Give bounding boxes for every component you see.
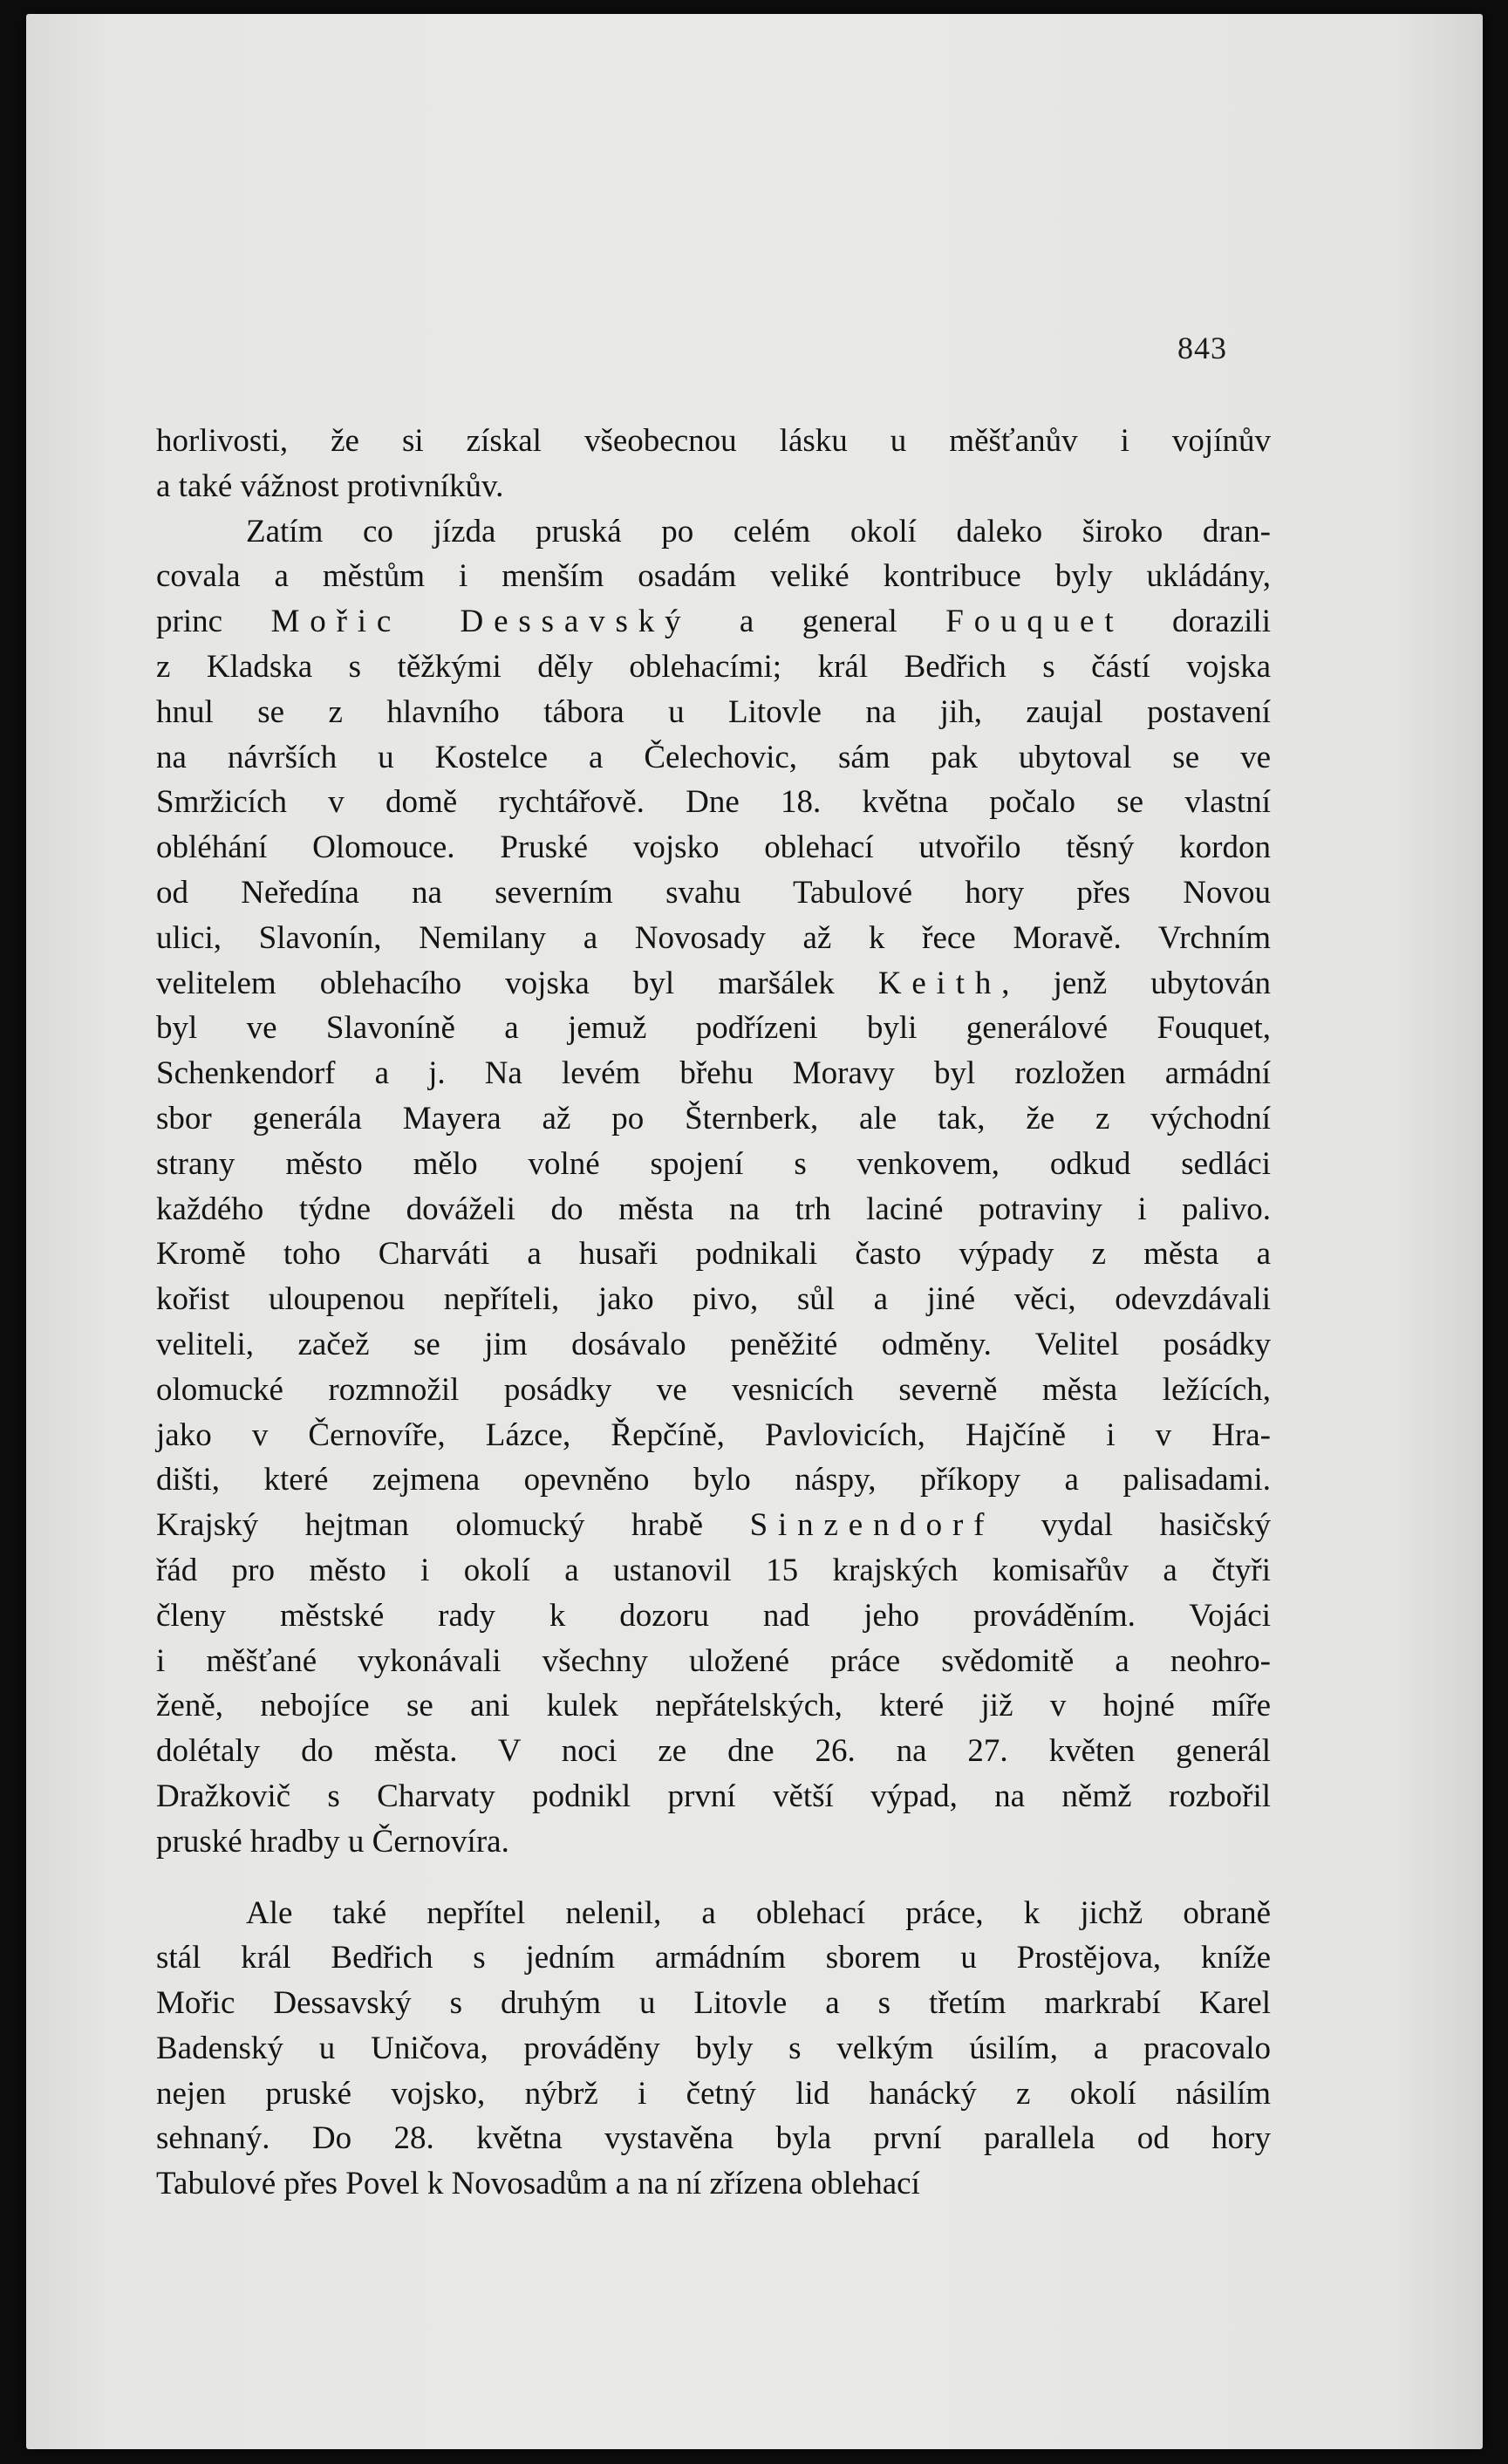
- text-line: [156, 419, 1271, 464]
- spaced-name: Keith: [877, 965, 1002, 1001]
- text-line: [156, 916, 1271, 961]
- text-segment: dišti, které zejmena opevněno bylo náspy, příkopy a palisadami.: [156, 1462, 1271, 1498]
- text-segment: Mořic Dessavský s druhým u Litovle a s třetím markrabí Karel: [156, 1985, 1271, 2022]
- text-line: [156, 1413, 1271, 1458]
- text-segment: horlivosti, že si získal všeobecnou lásku u měšťanův i vojínův: [156, 423, 1271, 459]
- text-segment: i měšťané vykonávali všechny uložené práce svědomitě a neohro-: [156, 1642, 1271, 1679]
- text-line: [156, 1935, 1271, 1981]
- text-line: [156, 2026, 1271, 2072]
- text-line: [156, 1683, 1271, 1729]
- text-line: [156, 2116, 1271, 2161]
- text-segment: obléhání Olomouce. Pruské vojsko oblehací utvořilo těsný kordon: [156, 829, 1271, 866]
- text-segment: jako v Černovíře, Lázce, Řepčíně, Pavlovicích, Hajčíně i v Hra-: [156, 1416, 1271, 1453]
- text-line: [156, 1503, 1271, 1548]
- text-segment: pruské hradby u Černovíra.: [156, 1823, 509, 1860]
- text-segment: dorazili: [1123, 604, 1271, 640]
- text-line: [156, 599, 1271, 645]
- text-line: [156, 1368, 1271, 1413]
- text-segment: a general: [691, 604, 946, 640]
- text-segment: kořist uloupenou nepříteli, jako pivo, sůl a jiné věci, odevzdávali: [156, 1281, 1271, 1318]
- text-segment: princ: [156, 604, 271, 640]
- text-line: [156, 1006, 1271, 1051]
- text-line: [156, 1096, 1271, 1142]
- text-line: [156, 2072, 1271, 2117]
- text-line: [156, 735, 1271, 781]
- text-segment: veliteli, začež se jim dosávalo peněžité odměny. Velitel posádky: [156, 1326, 1271, 1362]
- text-line: [156, 1322, 1271, 1368]
- spaced-name: Sinzendorf: [749, 1507, 995, 1544]
- text-segment: dolétaly do města. V noci ze dne 26. na 27. květen generál: [156, 1733, 1271, 1770]
- text-line: [156, 1142, 1271, 1187]
- text-segment: z Kladska s těžkými děly oblehacími; král Bedřich s částí vojska: [156, 648, 1271, 685]
- spaced-name: Fouquet: [945, 604, 1124, 640]
- text-segment: Badenský u Uničova, prováděny byly s velkým úsilím, a pracovalo: [156, 2030, 1271, 2066]
- text-segment: vydal hasičský: [994, 1507, 1271, 1544]
- text-segment: Ale také nepřítel nelenil, a oblehací práce, k jichž obraně: [246, 1894, 1271, 1931]
- text-segment: Dražkovič s Charvaty podnikl první větší výpad, na němž rozbořil: [156, 1778, 1271, 1814]
- text-line: [156, 509, 1271, 555]
- text-line: [156, 690, 1271, 735]
- text-segment: strany město mělo volné spojení s venkovem, odkud sedláci: [156, 1145, 1271, 1182]
- text-line: [156, 1981, 1271, 2026]
- text-line: [156, 1819, 1271, 1865]
- text-segment: řád pro město i okolí a ustanovil 15 krajských komisařův a čtyři: [156, 1552, 1271, 1588]
- text-segment: sbor generála Mayera až po Šternberk, ale tak, že z východní: [156, 1100, 1271, 1136]
- text-line: [156, 1639, 1271, 1684]
- text-segment: , jenž ubytován: [1001, 965, 1272, 1001]
- text-segment: členy městské rady k dozoru nad jeho prováděním. Vojáci: [156, 1597, 1271, 1634]
- text-line: [156, 464, 1271, 509]
- text-segment: na návrších u Kostelce a Čelechovic, sám pak ubytoval se ve: [156, 739, 1271, 775]
- text-line: [156, 554, 1271, 599]
- text-line: [156, 1594, 1271, 1639]
- text-line: [156, 645, 1271, 690]
- text-segment: a také vážnost protivníkův.: [156, 468, 504, 504]
- text-line: [156, 1774, 1271, 1819]
- spaced-name: Mořic Dessavský: [270, 604, 692, 640]
- text-segment: olomucké rozmnožil posádky ve vesnicích severně města ležících,: [156, 1371, 1271, 1408]
- text-segment: ženě, nebojíce se ani kulek nepřátelských, které již v hojné míře: [156, 1688, 1271, 1724]
- text-segment: Smržicích v domě rychtářově. Dne 18. května počalo se vlastní: [156, 784, 1271, 821]
- text-segment: od Neředína na severním svahu Tabulové hory přes Novou: [156, 874, 1271, 911]
- text-line: [156, 2161, 1271, 2207]
- text-line: [156, 780, 1271, 825]
- text-line: [156, 1277, 1271, 1322]
- text-segment: Zatím co jízda pruská po celém okolí daleko široko dran-: [246, 513, 1271, 549]
- text-segment: covala a městům i menším osadám veliké kontribuce byly ukládány,: [156, 558, 1271, 595]
- text-line: [156, 1051, 1271, 1096]
- text-segment: byl ve Slavoníně a jemuž podřízeni byli generálové Fouquet,: [156, 1010, 1271, 1047]
- text-segment: sehnaný. Do 28. května vystavěna byla první parallela od hory: [156, 2120, 1271, 2157]
- body-text: [156, 419, 1271, 2207]
- text-line: [156, 1548, 1271, 1594]
- text-segment: hnul se z hlavního tábora u Litovle na jih, zaujal postavení: [156, 693, 1271, 730]
- text-segment: velitelem oblehacího vojska byl maršálek: [156, 965, 878, 1001]
- text-segment: Tabulové přes Povel k Novosadům a na ní zřízena oblehací: [156, 2166, 920, 2202]
- text-segment: ulici, Slavonín, Nemilany a Novosady až k řece Moravě. Vrchním: [156, 919, 1271, 956]
- text-segment: každého týdne dováželi do města na trh laciné potraviny i palivo.: [156, 1191, 1271, 1227]
- text-line: [156, 1891, 1271, 1936]
- text-segment: nejen pruské vojsko, nýbrž i četný lid hanácký z okolí násilím: [156, 2075, 1271, 2112]
- book-page: [26, 14, 1483, 2449]
- text-line: [156, 961, 1271, 1007]
- text-line: [156, 1232, 1271, 1277]
- text-line: [156, 825, 1271, 870]
- text-segment: Kromě toho Charváti a husaři podnikali často výpady z města a: [156, 1236, 1271, 1273]
- text-segment: Krajský hejtman olomucký hrabě: [156, 1507, 750, 1544]
- text-segment: stál král Bedřich s jedním armádním sborem u Prostějova, kníže: [156, 1940, 1271, 1976]
- text-line: [156, 1187, 1271, 1232]
- page-number: 843: [1177, 331, 1227, 365]
- text-line: [156, 870, 1271, 916]
- text-line: [156, 1729, 1271, 1774]
- text-line: [156, 1457, 1271, 1503]
- text-segment: Schenkendorf a j. Na levém břehu Moravy byl rozložen armádní: [156, 1055, 1271, 1092]
